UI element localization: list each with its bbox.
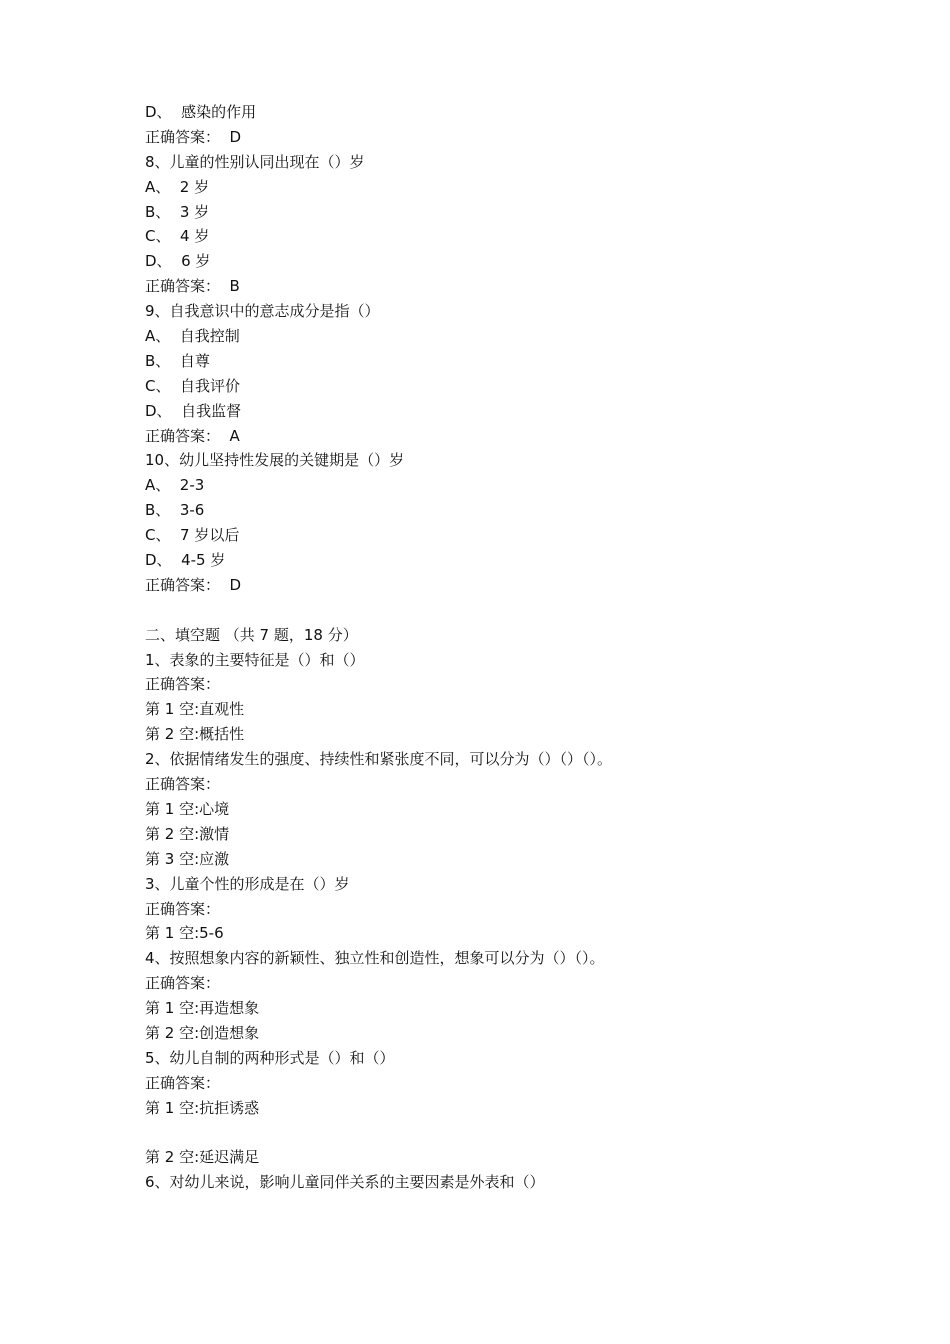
fill-question-5: 5、幼儿自制的两种形式是（）和（）	[145, 1048, 395, 1067]
option-b: B、 3 岁	[145, 202, 210, 221]
option-a: A、 2-3	[145, 476, 205, 495]
correct-answer: 正确答案：	[145, 899, 221, 918]
option-a: A、 自我控制	[145, 327, 240, 346]
option-b: B、 3-6	[145, 501, 205, 520]
question-9: 9、自我意识中的意志成分是指（）	[145, 302, 380, 321]
option-c: C、 4 岁	[145, 227, 210, 246]
correct-answer: 正确答案： B	[145, 277, 240, 296]
correct-answer: 正确答案：	[145, 775, 221, 794]
correct-answer: 正确答案：	[145, 974, 221, 993]
option-d: D、 自我监督	[145, 401, 242, 420]
correct-answer: 正确答案： D	[145, 575, 242, 594]
fill-question-4: 4、按照想象内容的新颖性、独立性和创造性，想象可以分为（）（）。	[145, 949, 605, 968]
fill-question-3: 3、儿童个性的形成是在（）岁	[145, 874, 350, 893]
option-c: C、 自我评价	[145, 376, 241, 395]
option-d: D、 6 岁	[145, 252, 211, 271]
blank-answer: 第 1 空:再造想象	[145, 999, 260, 1018]
question-8: 8、儿童的性别认同出现在（）岁	[145, 152, 365, 171]
document-content	[145, 100, 825, 1195]
correct-answer: 正确答案： A	[145, 426, 240, 445]
option-d: D、 4-5 岁	[145, 551, 226, 570]
option-b: B、 自尊	[145, 351, 210, 370]
blank-line	[145, 1121, 825, 1146]
blank-answer: 第 1 空:直观性	[145, 700, 245, 719]
blank-answer: 第 1 空:心境	[145, 799, 230, 818]
correct-answer: 正确答案：	[145, 1073, 221, 1092]
fill-question-6: 6、对幼儿来说，影响儿童同伴关系的主要因素是外表和（）	[145, 1173, 545, 1192]
option-c: C、 7 岁以后	[145, 526, 240, 545]
blank-answer: 第 2 空:创造想象	[145, 1023, 260, 1042]
fill-question-1: 1、表象的主要特征是（）和（）	[145, 650, 365, 669]
option-d: D、 感染的作用	[145, 103, 257, 121]
correct-answer: 正确答案：	[145, 675, 221, 694]
blank-answer: 第 2 空:激情	[145, 824, 230, 843]
blank-answer: 第 2 空:概括性	[145, 725, 245, 744]
blank-line	[145, 598, 825, 623]
blank-answer: 第 1 空:5-6	[145, 924, 224, 943]
section-heading: 二、填空题 （共 7 题，18 分）	[145, 625, 358, 644]
question-10: 10、幼儿坚持性发展的关键期是（）岁	[145, 451, 405, 470]
correct-answer: 正确答案： D	[145, 127, 242, 146]
blank-answer: 第 2 空:延迟满足	[145, 1148, 260, 1167]
blank-answer: 第 1 空:抗拒诱惑	[145, 1098, 260, 1117]
option-a: A、 2 岁	[145, 177, 210, 196]
blank-answer: 第 3 空:应激	[145, 849, 230, 868]
fill-question-2: 2、依据情绪发生的强度、持续性和紧张度不同，可以分为（）（）（）。	[145, 750, 613, 769]
